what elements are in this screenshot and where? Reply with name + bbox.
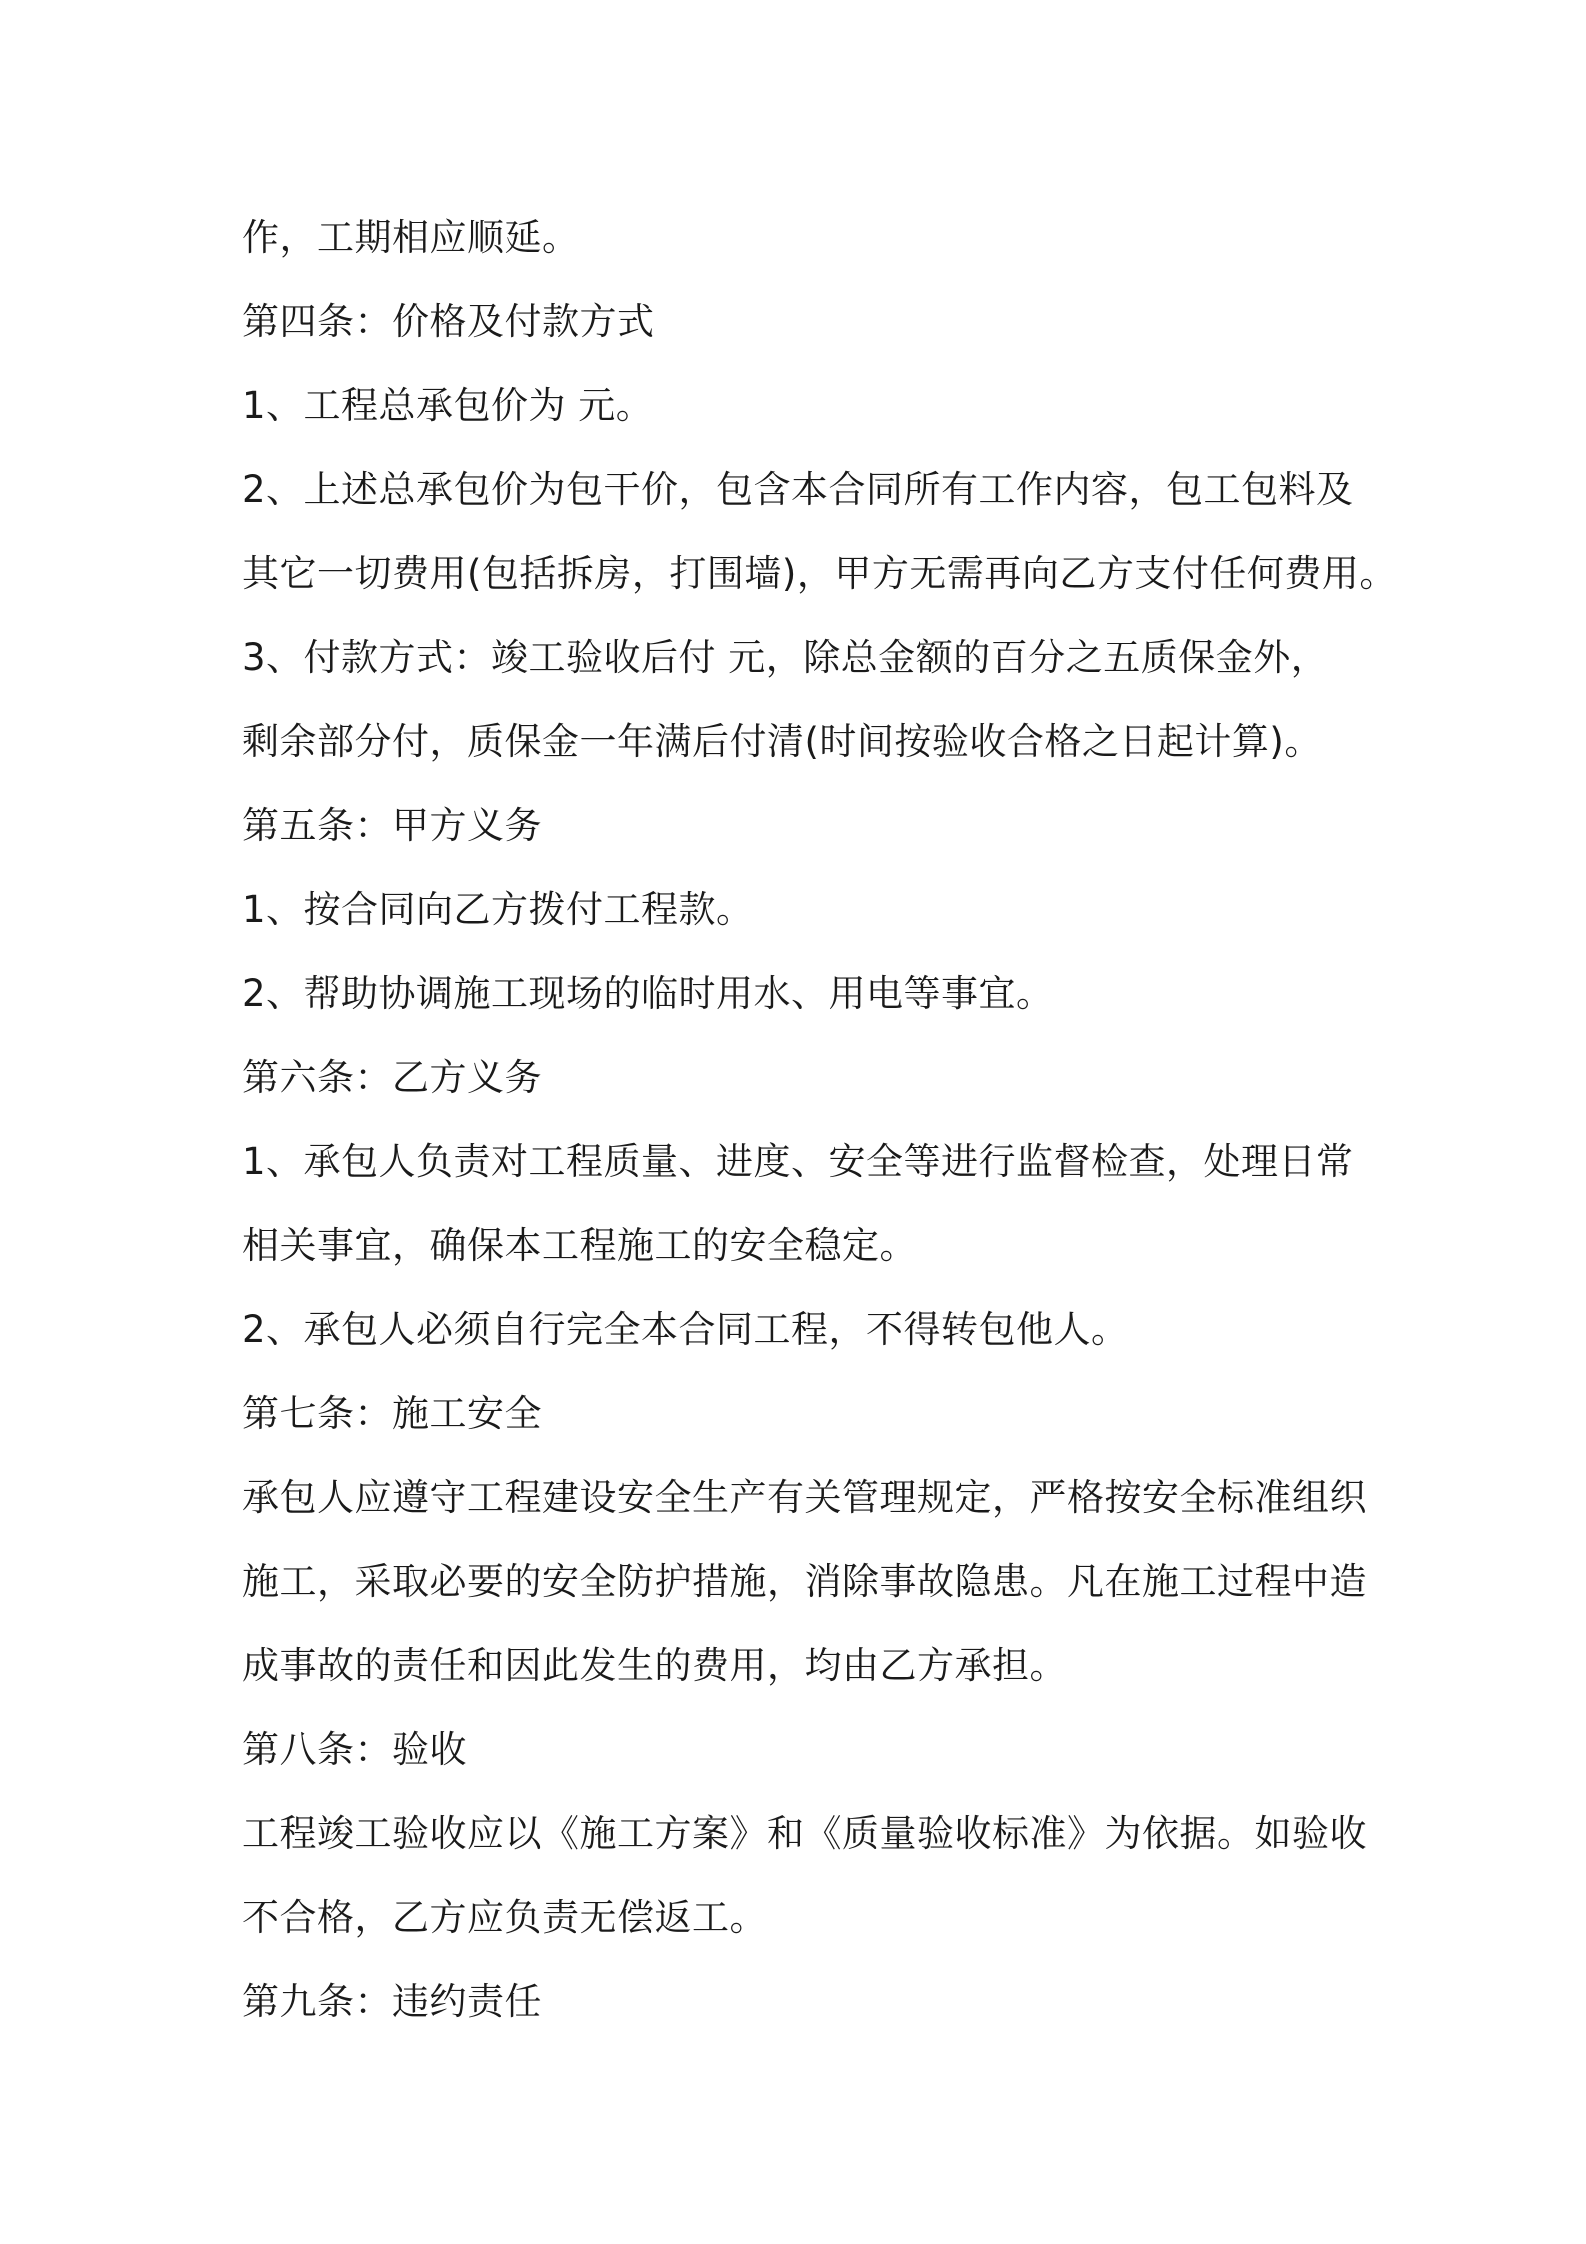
paragraph-line: 不合格，乙方应负责无偿返工。 — [242, 1896, 767, 1939]
paragraph-line: 2、上述总承包价为包干价，包含本合同所有工作内容，包工包料及 — [242, 468, 1354, 511]
paragraph-line: 工程竣工验收应以《施工方案》和《质量验收标准》为依据。如验收 — [242, 1812, 1367, 1855]
section-heading-6: 第六条：乙方义务 — [242, 1056, 542, 1099]
paragraph-line: 3、付款方式：竣工验收后付 元，除总金额的百分之五质保金外， — [242, 636, 1329, 679]
paragraph-line: 成事故的责任和因此发生的费用，均由乙方承担。 — [242, 1644, 1067, 1687]
section-heading-8: 第八条：验收 — [242, 1728, 467, 1771]
paragraph-line: 剩余部分付，质保金一年满后付清(时间按验收合格之日起计算)。 — [242, 720, 1322, 763]
section-heading-7: 第七条：施工安全 — [242, 1392, 542, 1435]
paragraph-line: 相关事宜，确保本工程施工的安全稳定。 — [242, 1224, 917, 1267]
paragraph-line: 2、承包人必须自行完全本合同工程，不得转包他人。 — [242, 1308, 1129, 1351]
section-heading-5: 第五条：甲方义务 — [242, 804, 542, 847]
paragraph-line: 施工，采取必要的安全防护措施，消除事故隐患。凡在施工过程中造 — [242, 1560, 1367, 1603]
section-heading-9: 第九条：违约责任 — [242, 1980, 542, 2023]
paragraph-line: 1、承包人负责对工程质量、进度、安全等进行监督检查，处理日常 — [242, 1140, 1354, 1183]
paragraph-line: 承包人应遵守工程建设安全生产有关管理规定，严格按安全标准组织 — [242, 1476, 1367, 1519]
paragraph-line: 2、帮助协调施工现场的临时用水、用电等事宜。 — [242, 972, 1054, 1015]
paragraph-line: 其它一切费用(包括拆房，打围墙)，甲方无需再向乙方支付任何费用。 — [242, 552, 1397, 595]
paragraph-line: 作，工期相应顺延。 — [242, 216, 580, 259]
document-body — [242, 196, 1397, 2044]
section-heading-4: 第四条：价格及付款方式 — [242, 300, 655, 343]
paragraph-line: 1、工程总承包价为 元。 — [242, 384, 654, 427]
paragraph-line: 1、按合同向乙方拨付工程款。 — [242, 888, 754, 931]
